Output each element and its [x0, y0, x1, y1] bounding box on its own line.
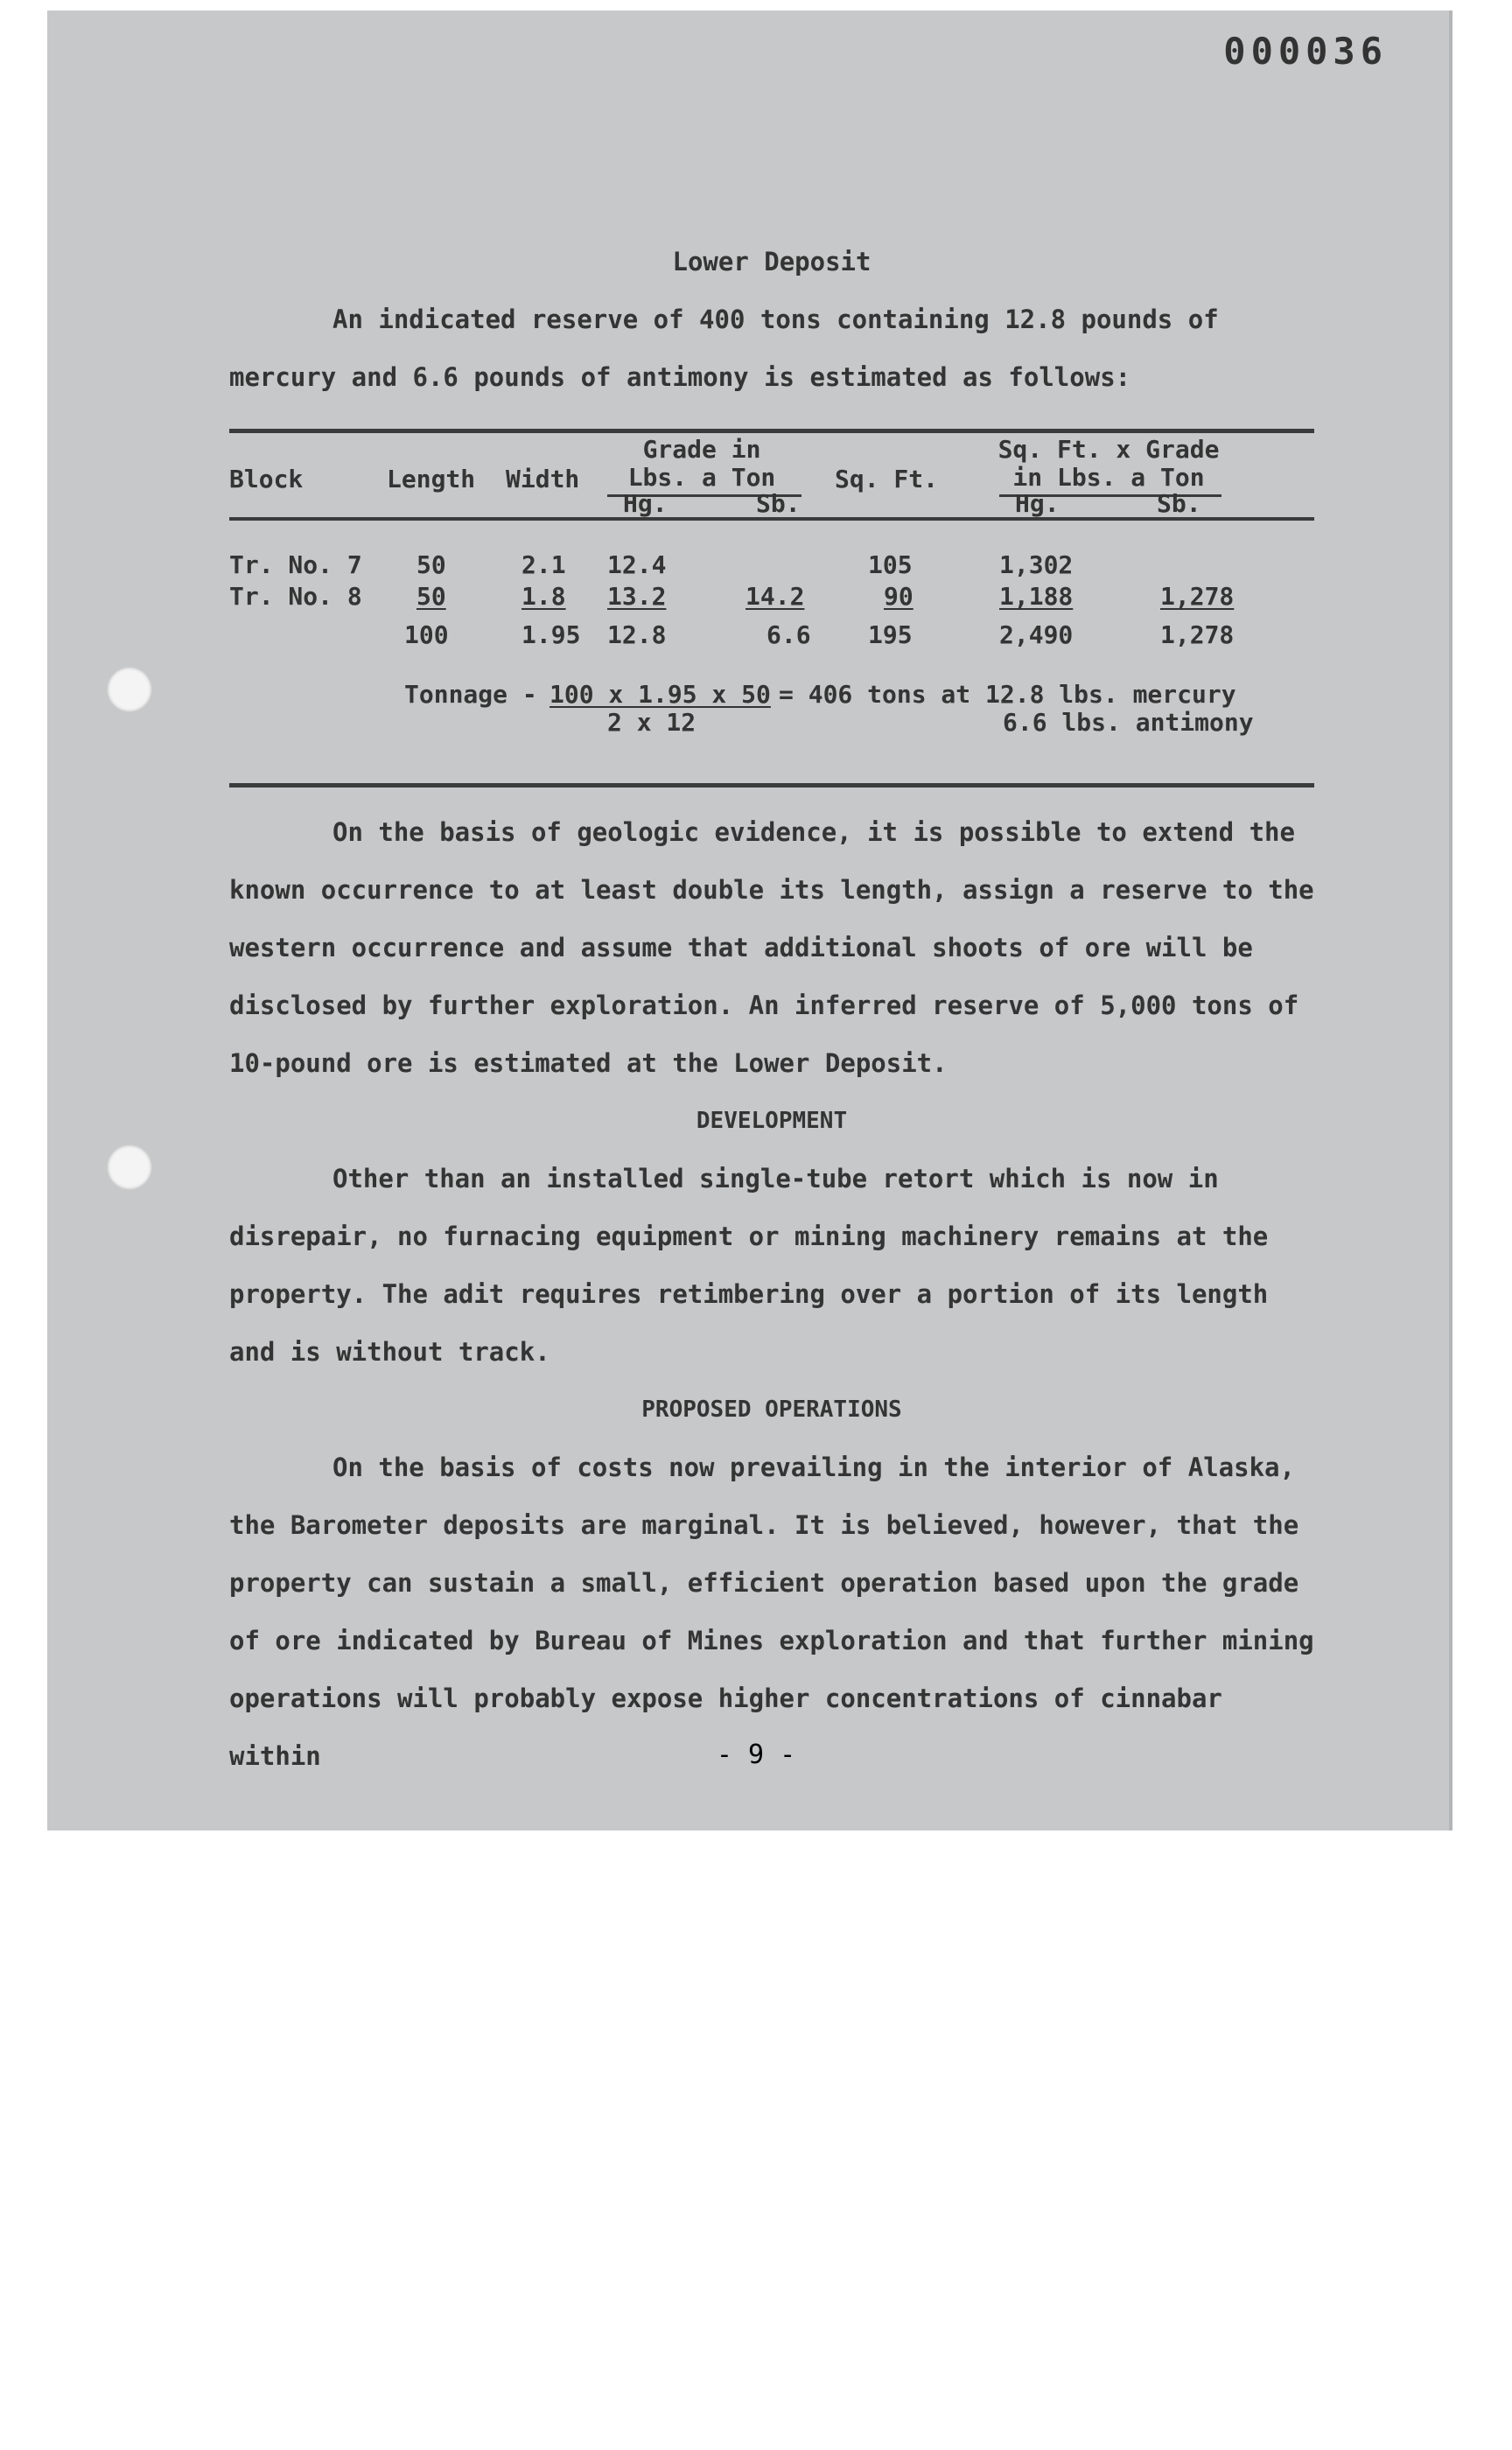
page-content [229, 233, 1314, 1785]
total-hg-prod: 2,490 [999, 620, 1074, 649]
punch-hole [107, 667, 152, 712]
tonnage-result: = 406 tons at 12.8 lbs. mercury [779, 680, 1236, 709]
sqft-group-header: Sq. Ft. x Grade [998, 435, 1220, 464]
row2-sb: 14.2 [746, 582, 805, 611]
development-heading: DEVELOPMENT [696, 1108, 848, 1134]
development-paragraph: Other than an installed single-tube retort which is now in disrepair, no furnacing equipment or mining machinery remains at the property. The adit requires retimbering over a portion of its length and is without track. [229, 1164, 1269, 1367]
row2-hg-prod: 1,188 [999, 582, 1074, 611]
operations-heading: PROPOSED OPERATIONS [641, 1396, 902, 1423]
grade-unit-header: Lbs. a Ton [627, 463, 776, 492]
total-sqft: 195 [868, 620, 913, 649]
total-length: 100 [404, 620, 449, 649]
tonnage-result-antimony: 6.6 lbs. antimony [1003, 708, 1254, 737]
col-hg-header: Hg. [623, 489, 668, 518]
row2-width: 1.8 [522, 582, 566, 611]
col-sb-header: Sb. [756, 489, 801, 518]
geologic-paragraph: On the basis of geologic evidence, it is possible to extend the known occurrence to at least double its length, assign a reserve to the western occurrence and assume that additional shoots of ore will be disclosed by further exploration. An inferred reserve of 5,000 tons of 10-pound ore is estimated at the Lower Deposit. [229, 817, 1314, 1078]
page-number: - 9 - [716, 1740, 796, 1770]
row1-length: 50 [416, 550, 446, 579]
tonnage-denominator: 2 x 12 [607, 708, 696, 737]
row2-length: 50 [416, 582, 446, 611]
total-sb-prod: 1,278 [1160, 620, 1235, 649]
row2-hg: 13.2 [607, 582, 667, 611]
col-width-header: Width [506, 465, 580, 494]
tonnage-label: Tonnage - [404, 680, 537, 709]
document-id: 000036 [1223, 30, 1388, 73]
grade-group-header: Grade in [642, 435, 761, 464]
row1-hg-prod: 1,302 [999, 550, 1074, 579]
row1-width: 2.1 [522, 550, 566, 579]
row2-block: Tr. No. 8 [229, 582, 362, 611]
operations-paragraph: On the basis of costs now prevailing in the interior of Alaska, the Barometer deposits are marginal. It is believed, however, that the property can sustain a small, efficient operation based upon the grade of ore indicated by Bureau of Mines exploration and that further mining operations will probably expose higher concentrations of cinnabar within [229, 1452, 1314, 1771]
row1-sqft: 105 [868, 550, 913, 579]
punch-hole [107, 1144, 152, 1190]
intro-paragraph: An indicated reserve of 400 tons containing 12.8 pounds of mercury and 6.6 pounds of antimony is estimated as follows: [229, 304, 1219, 392]
col-hg2-header: Hg. [1015, 489, 1060, 518]
total-width: 1.95 [522, 620, 581, 649]
total-hg: 12.8 [607, 620, 667, 649]
row2-sqft: 90 [884, 582, 914, 611]
row1-block: Tr. No. 7 [229, 550, 362, 579]
col-length-header: Length [387, 465, 476, 494]
header-rule [229, 517, 1314, 521]
total-sb: 6.6 [766, 620, 811, 649]
col-block-header: Block [229, 465, 304, 494]
section-title: Lower Deposit [672, 247, 872, 276]
sqft-unit-header: in Lbs. a Ton [1012, 463, 1205, 492]
row1-hg: 12.4 [607, 550, 667, 579]
row2-sb-prod: 1,278 [1160, 582, 1235, 611]
col-sb2-header: Sb. [1157, 489, 1201, 518]
col-sqft-header: Sq. Ft. [835, 465, 939, 494]
tonnage-numerator: 100 x 1.95 x 50 [550, 680, 771, 709]
reserve-table [229, 429, 1314, 788]
